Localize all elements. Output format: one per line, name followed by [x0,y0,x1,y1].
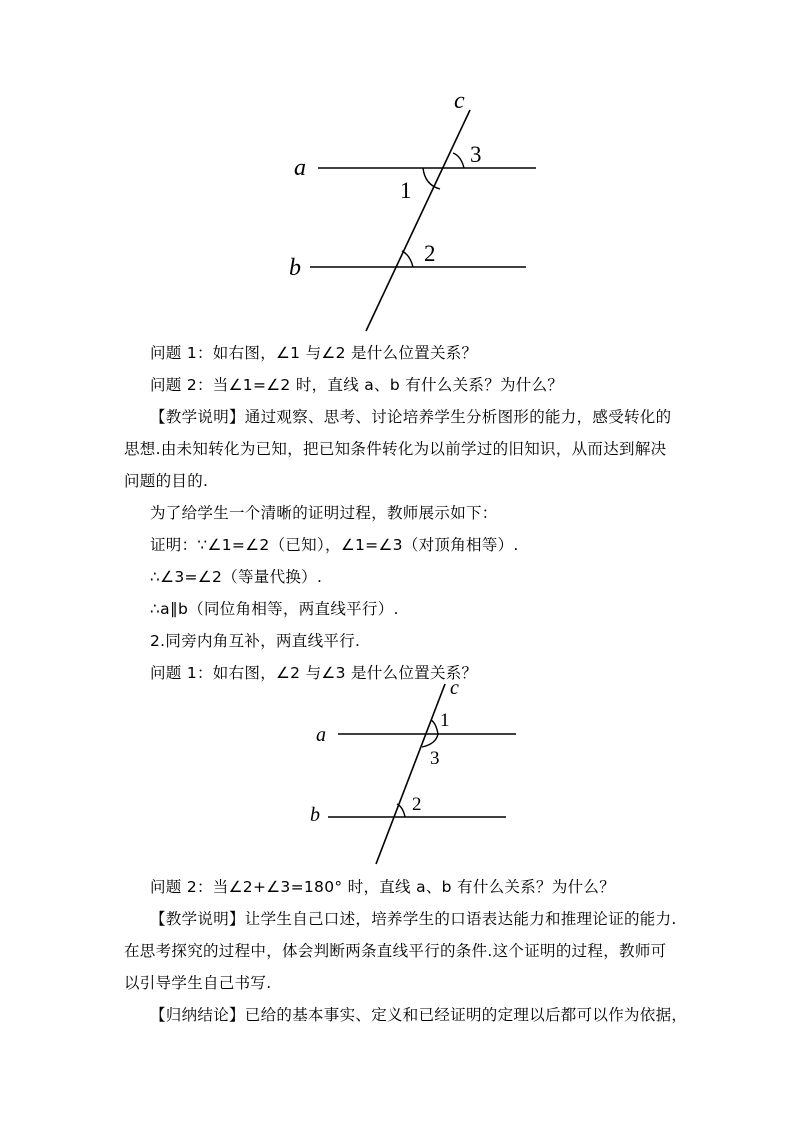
angle-label-3: 3 [430,748,440,769]
teaching-note-1-line-1: 【教学说明】通过观察、思考、讨论培养学生分析图形的能力，感受转化的 [150,408,672,426]
angle-arc-1 [431,720,438,734]
theorem-2-heading: 2.同旁内角互补，两直线平行. [150,632,361,650]
angle-label-3: 3 [470,142,482,167]
angle-label-1: 1 [400,178,412,203]
angle-label-1: 1 [440,710,450,731]
conclusion-line-1: 【归纳结论】已给的基本事实、定义和已经证明的定理以后都可以作为依据， [150,1006,688,1024]
proof-step-3: ∴a∥b（同位角相等，两直线平行）. [150,600,399,618]
figure-parallel-lines-2 [300,676,530,871]
proof-intro: 为了给学生一个清晰的证明过程，教师展示如下： [150,504,498,522]
transversal-c [376,684,445,864]
question-1-second: 问题 1：如右图，∠2 与∠3 是什么位置关系？ [150,664,478,682]
transversal-c [366,110,470,331]
label-a: a [316,724,326,746]
angle-label-2: 2 [424,241,436,266]
teaching-note-2-line-2: 在思考探究的过程中，体会判断两条直线平行的条件.这个证明的过程，教师可 [124,942,667,960]
teaching-note-2-line-1: 【教学说明】让学生自己口述，培养学生的口语表达能力和推理论证的能力. [150,910,677,928]
label-a: a [294,155,306,181]
label-b: b [289,255,301,281]
teaching-note-1-line-2: 思想.由未知转化为已知，把已知条件转化为以前学过的旧知识，从而达到解决 [124,440,667,458]
angle-label-2: 2 [412,794,422,815]
proof-step-2: ∴∠3=∠2（等量代换）. [150,568,323,586]
question-2-second: 问题 2：当∠2+∠3=180° 时，直线 a、b 有什么关系？为什么？ [150,878,616,896]
proof-step-1: 证明：∵∠1=∠2（已知），∠1=∠3（对顶角相等）. [150,536,519,554]
angle-arc-3 [453,153,464,168]
question-2-first: 问题 2：当∠1=∠2 时，直线 a、b 有什么关系？为什么？ [150,376,564,394]
label-c: c [454,88,465,114]
teaching-note-1-line-3: 问题的目的. [124,472,209,490]
figure-parallel-lines-1 [280,85,550,335]
label-c: c [450,677,459,699]
question-1-first: 问题 1：如右图，∠1 与∠2 是什么位置关系？ [150,344,478,362]
teaching-note-2-line-3: 以引导学生自己书写. [124,974,272,992]
label-b: b [310,804,320,826]
angle-arc-2 [402,251,413,267]
